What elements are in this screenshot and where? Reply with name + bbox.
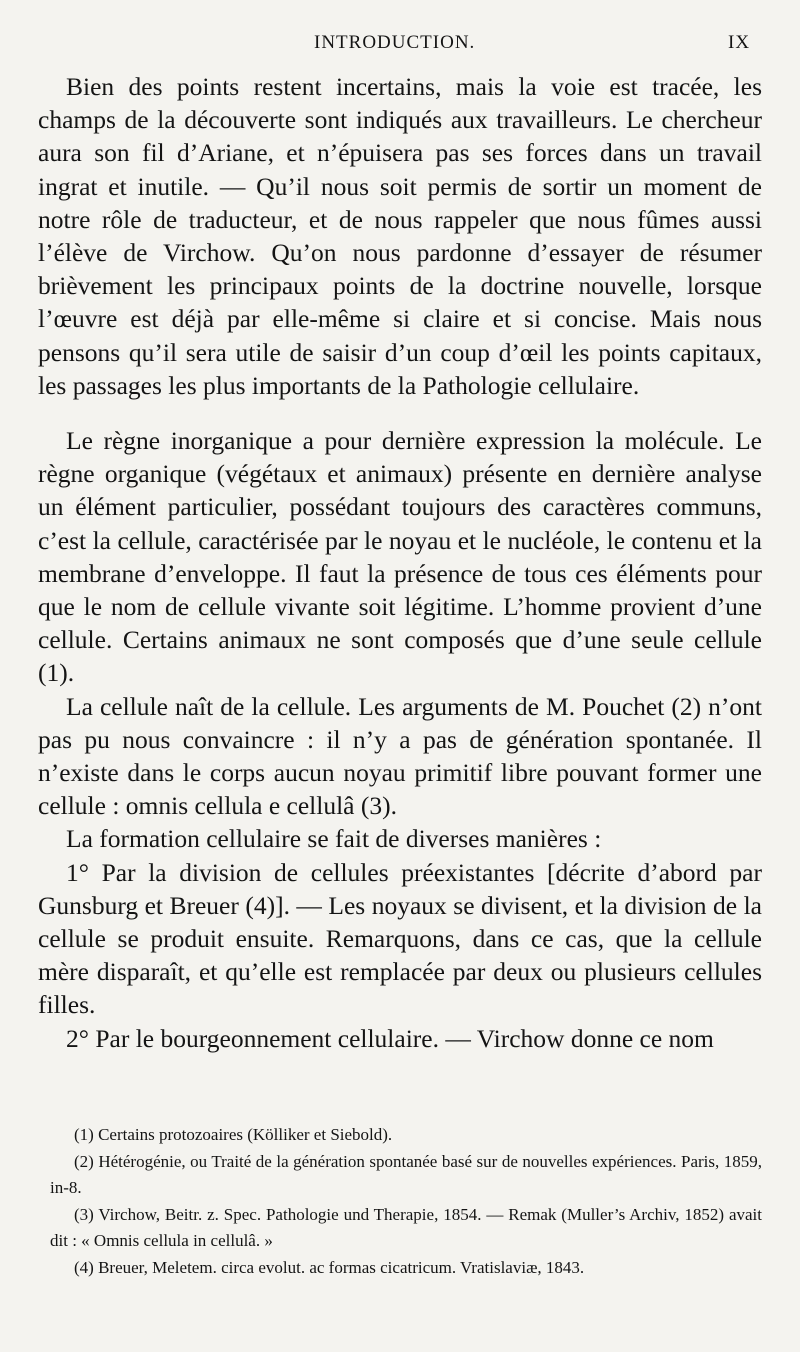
main-text (38, 70, 762, 1055)
page-number: IX (728, 32, 751, 53)
paragraph-intro: Bien des points restent incertains, mais la voie est tracée, les champs de la découverte sont indiqués aux travailleurs. Le chercheur aura son fil d’Ariane, et n’épuisera pas ses forces dans un travail ingrat et inutile. — Qu’il nous soit permis de sortir un moment de notre rôle de traducteur, et de nous rappeler que nous fûmes aussi l’élève de Virchow. Qu’on nous pardonne d’essayer de résumer brièvement les principaux points de la doctrine nouvelle, lorsque l’œuvre est déjà par elle-même si claire et si concise. Mais nous pensons qu’il sera utile de saisir d’un coup d’œil les points capitaux, les passages les plus importants de la Pathologie cellulaire. (38, 72, 762, 400)
running-title: INTRODUCTION. (314, 32, 476, 53)
paragraph-bourgeonnement: 2° Par le bourgeonnement cellulaire. — Virchow donne ce nom (66, 1023, 714, 1053)
running-header (0, 32, 800, 56)
paragraph-cellule-nait: La cellule naît de la cellule. Les arguments de M. Pouchet (2) n’ont pas pu nous convaincre : il n’y a pas de génération spontanée. Il n’existe dans le corps aucun noyau primitif libre pouvant former une cellule : omnis cellula e cellulâ (3). (38, 691, 762, 821)
footnote-4: (4) Breuer, Meletem. circa evolut. ac formas cicatricum. Vratislaviæ, 1843. (74, 1257, 585, 1277)
footnotes (50, 1122, 762, 1281)
footnote-3: (3) Virchow, Beitr. z. Spec. Pathologie und Therapie, 1854. — Remak (Muller’s Archiv, 1852) avait dit : « Omnis cellula in cellulâ. » (50, 1204, 762, 1250)
paragraph-regne: Le règne inorganique a pour dernière expression la molécule. Le règne organique (végétaux et animaux) présente en dernière analyse un élément particulier, possédant toujours des caractères communs, c’est la cellule, caractérisée par le noyau et le nucléole, le contenu et la membrane d’enveloppe. Il faut la présence de tous ces éléments pour que le nom de cellule vivante soit légitime. L’homme provient d’une cellule. Certains animaux ne sont composés que d’une seule cellule (1). (38, 426, 762, 688)
paragraph-formation: La formation cellulaire se fait de diverses manières : (66, 824, 602, 854)
paragraph-division: 1° Par la division de cellules préexistantes [décrite d’abord par Gunsburg et Breuer (4)]. — Les noyaux se divisent, et la division de la cellule se produit ensuite. Remarquons, dans ce cas, que la cellule mère disparaît, et qu’elle est remplacée par deux ou plusieurs cellules filles. (38, 857, 762, 1020)
footnote-2: (2) Hétérogénie, ou Traité de la génération spontanée basé sur de nouvelles expériences. Paris, 1859, in-8. (50, 1151, 762, 1197)
footnote-1: (1) Certains protozoaires (Kölliker et Siebold). (74, 1125, 393, 1144)
